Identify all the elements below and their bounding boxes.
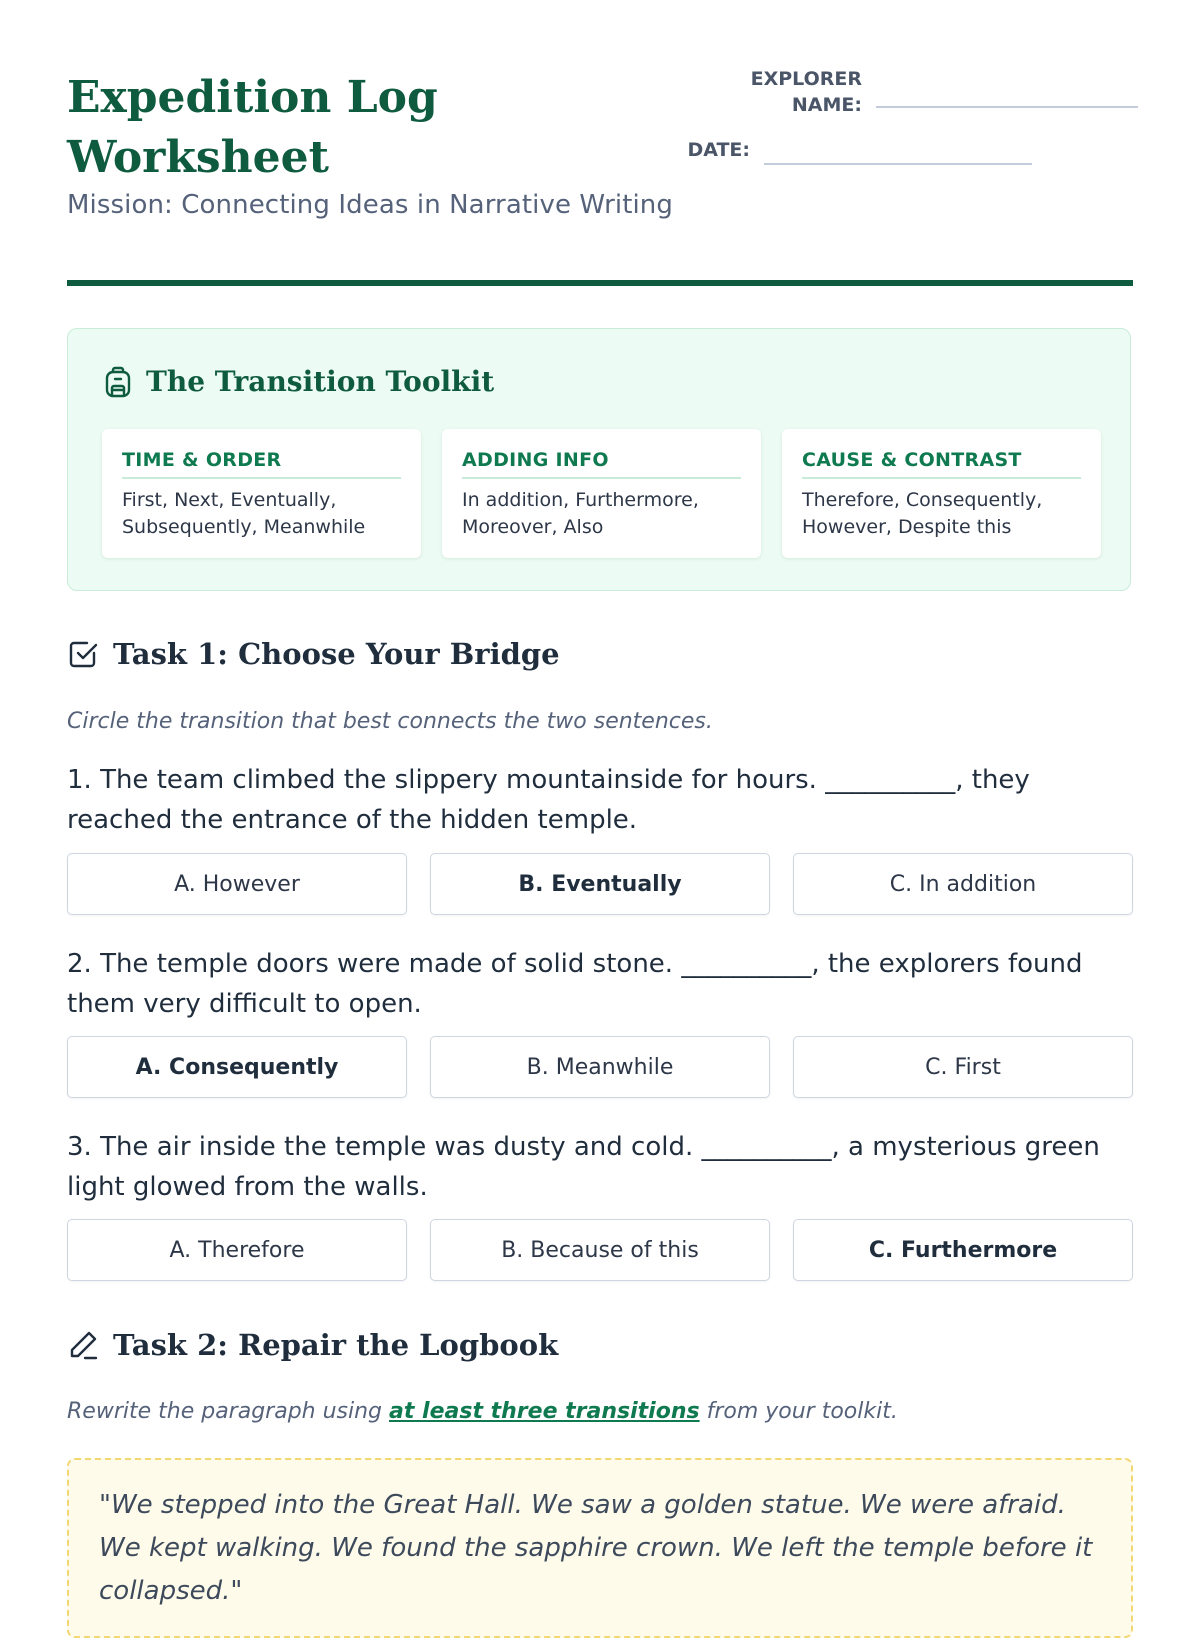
page-title: Expedition Log Worksheet	[67, 72, 438, 183]
q2-option-c[interactable]: C. First	[793, 1036, 1133, 1098]
toolkit-category-cause-contrast	[782, 429, 1101, 558]
category-name: CAUSE & CONTRAST	[802, 449, 1081, 479]
category-words: Therefore, Consequently, However, Despite this	[802, 489, 1043, 538]
instruction-text: from your toolkit.	[699, 1399, 898, 1424]
toolkit-header	[104, 365, 494, 398]
transition-toolkit	[67, 328, 1131, 591]
toolkit-category-time-order	[102, 429, 421, 558]
instruction-text: Rewrite the paragraph using	[67, 1399, 390, 1424]
question-2: 2. The temple doors were made of solid stone. __________, the explorers found them very difficult to open.	[67, 949, 1083, 1019]
category-words: In addition, Furthermore, Moreover, Also	[462, 489, 699, 538]
question-3: 3. The air inside the temple was dusty and cold. __________, a mysterious green light glowed from the walls.	[67, 1132, 1100, 1202]
date-field[interactable]	[764, 163, 1032, 165]
checkbox-icon	[67, 638, 99, 670]
header-divider	[67, 280, 1133, 286]
page-subtitle: Mission: Connecting Ideas in Narrative Writing	[67, 190, 673, 220]
task2-instruction	[67, 1399, 898, 1424]
q3-option-c[interactable]: C. Furthermore	[793, 1219, 1133, 1281]
toolkit-title: The Transition Toolkit	[146, 365, 495, 398]
pencil-icon	[67, 1329, 99, 1361]
date-label: DATE:	[687, 139, 750, 161]
q3-option-a[interactable]: A. Therefore	[67, 1219, 407, 1281]
q2-option-b[interactable]: B. Meanwhile	[430, 1036, 770, 1098]
q1-option-c[interactable]: C. In addition	[793, 853, 1133, 915]
task2-title: Task 2: Repair the Logbook	[113, 1328, 559, 1362]
task1-instruction: Circle the transition that best connects the two sentences.	[67, 709, 713, 734]
backpack-icon	[104, 366, 132, 398]
task1-header	[67, 637, 560, 671]
q3-option-b[interactable]: B. Because of this	[430, 1219, 770, 1281]
q1-option-b[interactable]: B. Eventually	[430, 853, 770, 915]
instruction-emphasis: at least three transitions	[389, 1399, 700, 1424]
category-name: ADDING INFO	[462, 449, 741, 479]
toolkit-category-adding-info	[442, 429, 761, 558]
explorer-name-field[interactable]	[876, 106, 1138, 108]
question-1: 1. The team climbed the slippery mountainside for hours. __________, they reached the entrance of the hidden temple.	[67, 765, 1030, 835]
task2-header	[67, 1328, 558, 1362]
task1-title: Task 1: Choose Your Bridge	[113, 637, 560, 671]
explorer-name-label: EXPLORER NAME:	[750, 68, 862, 116]
q2-option-a[interactable]: A. Consequently	[67, 1036, 407, 1098]
q1-option-a[interactable]: A. However	[67, 853, 407, 915]
category-name: TIME & ORDER	[122, 449, 401, 479]
logbook-passage: "We stepped into the Great Hall. We saw a golden statue. We were afraid. We kept walking. We found the sapphire crown. We left the temple before it collapsed."	[67, 1458, 1133, 1638]
category-words: First, Next, Eventually, Subsequently, Meanwhile	[122, 489, 366, 538]
